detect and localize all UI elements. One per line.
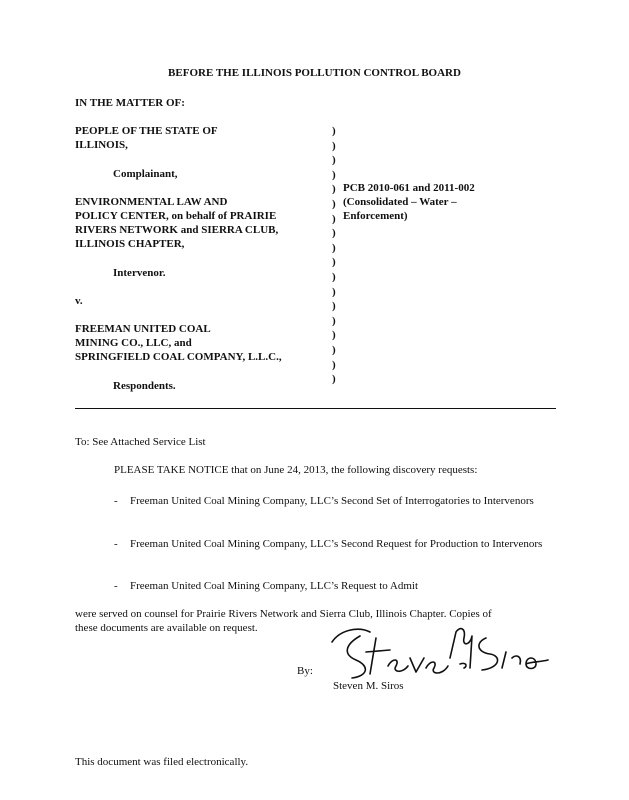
caption-paren: ): [332, 212, 336, 225]
caption-paren: ): [332, 373, 336, 386]
caption-paren: ): [332, 183, 336, 196]
respondent-name-line2: MINING CO., LLC, and: [75, 337, 192, 349]
caption-paren: ): [332, 285, 336, 298]
document-heading: BEFORE THE ILLINOIS POLLUTION CONTROL BOARD: [168, 67, 461, 79]
respondent-name-line1: FREEMAN UNITED COAL: [75, 323, 211, 335]
request-item-admit: Freeman United Coal Mining Company, LLC’s Request to Admit: [130, 580, 419, 592]
caption-paren: ): [332, 314, 336, 327]
caption-paren: ): [332, 256, 336, 269]
signature-stroke: [366, 650, 390, 652]
signature-stroke: [450, 629, 472, 668]
signature-stroke: [388, 660, 408, 671]
signature-stroke: [370, 638, 376, 674]
caption-paren: ): [332, 358, 336, 371]
handwritten-signature: [330, 622, 550, 684]
signature-stroke: [512, 656, 520, 664]
notice-intro: PLEASE TAKE NOTICE that on June 24, 2013, the following discovery requests:: [114, 464, 478, 476]
complainant-name-line1: PEOPLE OF THE STATE OF: [75, 125, 218, 137]
caption-paren: ): [332, 139, 336, 152]
signature-stroke: [479, 638, 498, 670]
bullet-dash: -: [114, 495, 118, 507]
caption-paren: ): [332, 227, 336, 240]
caption-paren-column: [332, 124, 336, 387]
filing-footer: This document was filed electronically.: [75, 756, 249, 768]
intervenor-name-line3: RIVERS NETWORK and SIERRA CLUB,: [75, 224, 279, 236]
caption-paren: ): [332, 300, 336, 313]
case-number-line3: Enforcement): [343, 210, 408, 222]
signatory-name: Steven M. Siros: [333, 680, 404, 692]
respondent-role: Respondents.: [113, 380, 176, 392]
case-number-line1: PCB 2010-061 and 2011-002: [343, 182, 475, 194]
service-list-line: To: See Attached Service List: [75, 436, 206, 448]
case-number-block: [343, 181, 475, 223]
bullet-dash: -: [114, 580, 118, 592]
intervenor-name-line2: POLICY CENTER, on behalf of PRAIRIE: [75, 210, 277, 222]
intervenor-name-line1: ENVIRONMENTAL LAW AND: [75, 196, 228, 208]
request-item-production: Freeman United Coal Mining Company, LLC’s Second Request for Production to Intervenors: [130, 538, 543, 550]
caption-paren: ): [332, 329, 336, 342]
caption-paren: ): [332, 125, 336, 137]
caption-paren: ): [332, 154, 336, 167]
served-statement-line2: these documents are available on request.: [75, 622, 258, 634]
caption-paren: ): [332, 270, 336, 283]
complainant-name-line2: ILLINOIS,: [75, 139, 128, 151]
caption-paren: ): [332, 168, 336, 181]
complainant-role: Complainant,: [113, 168, 178, 180]
matter-label: IN THE MATTER OF:: [75, 97, 185, 109]
signature-stroke: [410, 658, 424, 672]
intervenor-role: Intervenor.: [113, 267, 166, 279]
served-statement-line1: were served on counsel for Prairie Rivers Network and Sierra Club, Illinois Chapter. Copies of: [75, 608, 492, 620]
caption-paren: ): [332, 343, 336, 356]
versus-label: v.: [75, 295, 83, 307]
signature-by-label: By:: [297, 665, 313, 677]
signature-stroke: [426, 662, 448, 673]
caption-paren: ): [332, 241, 336, 254]
case-number-line2: (Consolidated – Water –: [343, 196, 457, 208]
caption-divider: [75, 408, 556, 409]
respondent-name-line3: SPRINGFIELD COAL COMPANY, L.L.C.,: [75, 351, 282, 363]
bullet-dash: -: [114, 538, 118, 550]
request-item-interrogatories: Freeman United Coal Mining Company, LLC’s Second Set of Interrogatories to Intervenors: [130, 495, 534, 507]
signature-stroke: [502, 652, 506, 668]
intervenor-name-line4: ILLINOIS CHAPTER,: [75, 238, 185, 250]
caption-paren: ): [332, 197, 336, 210]
signature-stroke: [332, 629, 370, 642]
signature-stroke: [526, 658, 548, 669]
signature-stroke: [460, 663, 466, 668]
signature-stroke: [347, 636, 365, 678]
